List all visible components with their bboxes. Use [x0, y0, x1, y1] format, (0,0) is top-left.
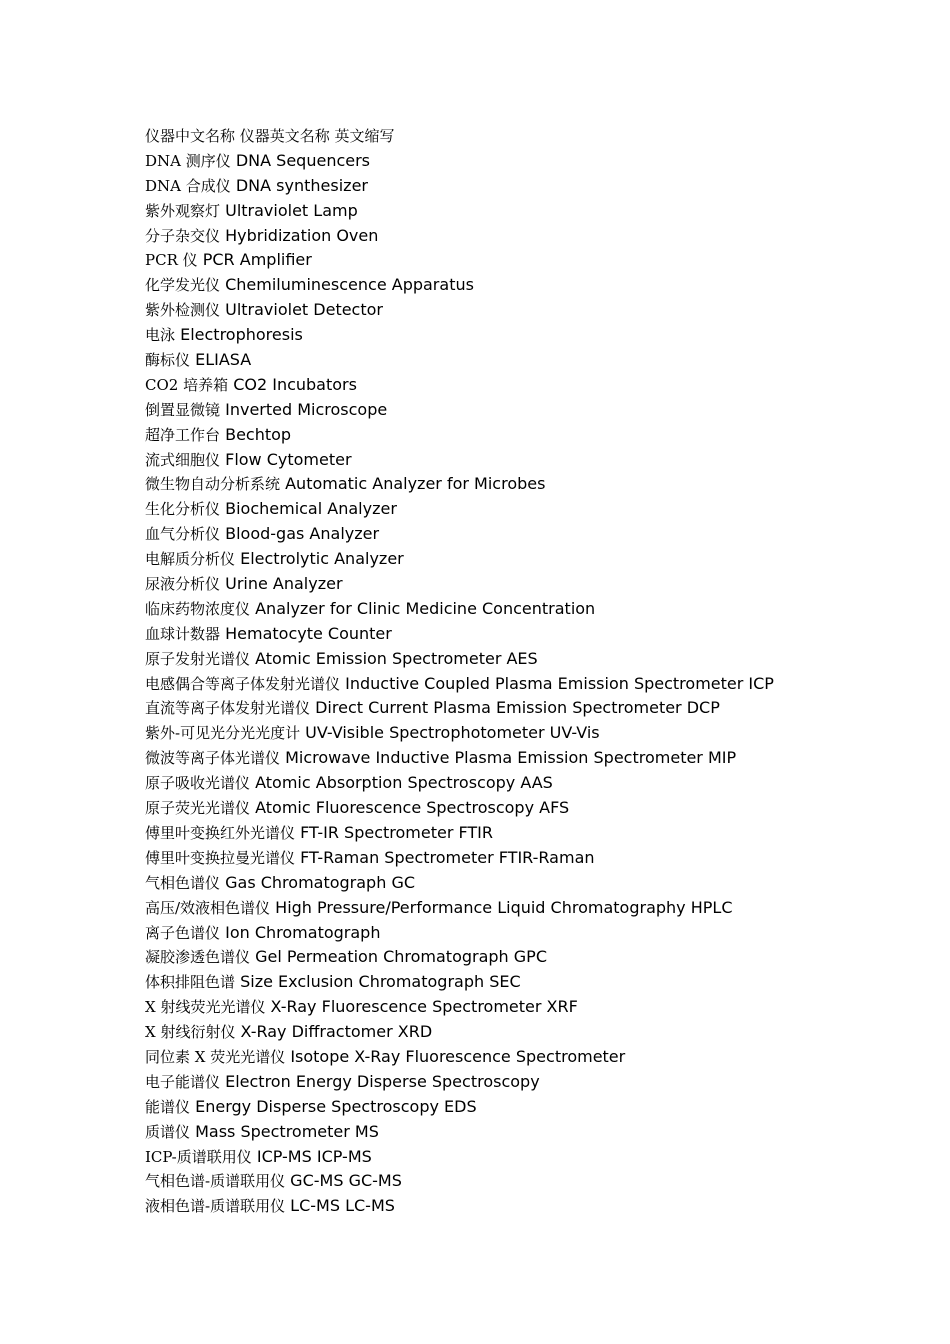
english-name: Electrophoresis	[180, 325, 303, 345]
document-line	[145, 373, 925, 398]
chinese-name: 超净工作台	[145, 425, 221, 444]
document-line	[145, 970, 925, 995]
chinese-name: 流式细胞仪	[145, 450, 221, 469]
document-line	[145, 149, 925, 174]
english-name: Direct Current Plasma Emission Spectrometer DCP	[315, 698, 720, 718]
document-line	[145, 1045, 925, 1070]
english-name: Atomic Emission Spectrometer AES	[255, 648, 538, 668]
english-name: Atomic Fluorescence Spectroscopy AFS	[255, 798, 570, 818]
english-name: High Pressure/Performance Liquid Chromatography HPLC	[275, 897, 733, 917]
english-name: Electron Energy Disperse Spectroscopy	[225, 1071, 540, 1091]
chinese-name: 生化分析仪	[145, 500, 221, 519]
document-line	[145, 248, 925, 273]
chinese-name: 紫外-可见光分光光度计	[145, 724, 301, 743]
document-line	[145, 721, 925, 746]
document-line	[145, 622, 925, 647]
chinese-name: 原子荧光光谱仪	[145, 799, 251, 818]
english-name: Atomic Absorption Spectroscopy AAS	[255, 773, 553, 793]
english-name: Gel Permeation Chromatograph GPC	[255, 947, 547, 967]
document-line	[145, 348, 925, 373]
document-line	[145, 871, 925, 896]
chinese-name: 气相色谱-质谱联用仪	[145, 1172, 286, 1191]
english-name: Bechtop	[225, 424, 292, 444]
document-line	[145, 1020, 925, 1045]
english-name: Hematocyte Counter	[225, 623, 392, 643]
document-page	[145, 124, 925, 1219]
english-name: Inductive Coupled Plasma Emission Spectrometer ICP	[345, 673, 774, 693]
chinese-name: DNA 测序仪	[145, 151, 231, 170]
document-line	[145, 522, 925, 547]
document-line	[145, 1070, 925, 1095]
english-name: Isotope X-Ray Fluorescence Spectrometer	[290, 1046, 626, 1066]
english-name: Biochemical Analyzer	[225, 499, 397, 519]
document-line	[145, 921, 925, 946]
document-line	[145, 1095, 925, 1120]
english-name: Size Exclusion Chromatograph SEC	[240, 972, 521, 992]
chinese-name: 紫外观察灯	[145, 201, 221, 220]
chinese-name: 血球计数器	[145, 624, 221, 643]
english-name: ELIASA	[195, 350, 252, 370]
english-name: Ultraviolet Detector	[225, 300, 383, 320]
chinese-name: 尿液分析仪	[145, 575, 221, 594]
document-line	[145, 1120, 925, 1145]
english-name: DNA synthesizer	[235, 175, 368, 195]
document-line	[145, 273, 925, 298]
document-line	[145, 224, 925, 249]
document-line	[145, 472, 925, 497]
english-name: Microwave Inductive Plasma Emission Spectrometer MIP	[285, 748, 737, 768]
chinese-name: 临床药物浓度仪	[145, 599, 251, 618]
english-name: Ion Chromatograph	[225, 922, 381, 942]
english-name: FT-Raman Spectrometer FTIR-Raman	[300, 847, 595, 867]
chinese-name: 凝胶渗透色谱仪	[145, 948, 251, 967]
english-name: X-Ray Diffractomer XRD	[240, 1022, 433, 1042]
document-line	[145, 647, 925, 672]
chinese-name: 电泳	[145, 326, 176, 345]
chinese-name: 能谱仪	[145, 1097, 191, 1116]
chinese-name: 电感偶合等离子体发射光谱仪	[145, 674, 341, 693]
chinese-name: 分子杂交仪	[145, 226, 221, 245]
english-name: ICP-MS ICP-MS	[256, 1146, 372, 1166]
chinese-name: 高压/效液相色谱仪	[145, 898, 271, 917]
chinese-name: 傅里叶变换拉曼光谱仪	[145, 848, 296, 867]
chinese-name: 离子色谱仪	[145, 923, 221, 942]
english-name: CO2 Incubators	[233, 374, 357, 394]
chinese-name: 同位素 X 荧光光谱仪	[145, 1047, 286, 1066]
english-name: Analyzer for Clinic Medicine Concentration	[255, 598, 596, 618]
english-name: Gas Chromatograph GC	[225, 872, 416, 892]
chinese-name: DNA 合成仪	[145, 176, 231, 195]
chinese-name: 酶标仪	[145, 351, 191, 370]
document-line	[145, 1169, 925, 1194]
english-name: GC-MS GC-MS	[290, 1171, 402, 1191]
chinese-name: 直流等离子体发射光谱仪	[145, 699, 311, 718]
chinese-name: PCR 仪	[145, 251, 198, 270]
document-line	[145, 896, 925, 921]
document-line	[145, 448, 925, 473]
document-line	[145, 672, 925, 697]
document-line	[145, 497, 925, 522]
english-name: UV-Visible Spectrophotometer UV-Vis	[305, 723, 600, 743]
chinese-name: 紫外检测仪	[145, 301, 221, 320]
chinese-name: 电子能谱仪	[145, 1072, 221, 1091]
english-name: Energy Disperse Spectroscopy EDS	[195, 1096, 477, 1116]
chinese-name: 电解质分析仪	[145, 550, 236, 569]
document-line	[145, 945, 925, 970]
document-line	[145, 746, 925, 771]
document-line	[145, 846, 925, 871]
document-line	[145, 572, 925, 597]
chinese-name: X 射线衍射仪	[145, 1023, 236, 1042]
english-name: LC-MS LC-MS	[290, 1196, 395, 1216]
chinese-name: 傅里叶变换红外光谱仪	[145, 823, 296, 842]
english-name: Hybridization Oven	[225, 225, 379, 245]
document-line	[145, 398, 925, 423]
document-line	[145, 771, 925, 796]
chinese-name: 血气分析仪	[145, 525, 221, 544]
english-name: PCR Amplifier	[202, 250, 312, 270]
chinese-name: 仪器中文名称 仪器英文名称 英文缩写	[145, 127, 395, 145]
document-line	[145, 696, 925, 721]
english-name: Automatic Analyzer for Microbes	[285, 474, 546, 494]
document-line	[145, 1194, 925, 1219]
english-name: Mass Spectrometer MS	[195, 1121, 379, 1141]
document-line	[145, 423, 925, 448]
chinese-name: 体积排阻色谱	[145, 973, 236, 992]
english-name: Electrolytic Analyzer	[240, 549, 404, 569]
document-line	[145, 821, 925, 846]
document-line	[145, 597, 925, 622]
chinese-name: 质谱仪	[145, 1122, 191, 1141]
chinese-name: 原子吸收光谱仪	[145, 774, 251, 793]
chinese-name: 倒置显微镜	[145, 400, 221, 419]
english-name: Urine Analyzer	[225, 574, 343, 594]
document-line	[145, 174, 925, 199]
english-name: DNA Sequencers	[235, 150, 371, 170]
english-name: Inverted Microscope	[225, 399, 388, 419]
english-name: Chemiluminescence Apparatus	[225, 275, 474, 295]
english-name: Flow Cytometer	[225, 449, 352, 469]
english-name: X-Ray Fluorescence Spectrometer XRF	[270, 997, 578, 1017]
english-name: FT-IR Spectrometer FTIR	[300, 822, 494, 842]
document-line	[145, 547, 925, 572]
chinese-name: 微波等离子体光谱仪	[145, 749, 281, 768]
chinese-name: 微生物自动分析系统	[145, 475, 281, 494]
document-line	[145, 995, 925, 1020]
chinese-name: 气相色谱仪	[145, 873, 221, 892]
english-name: Blood-gas Analyzer	[225, 524, 380, 544]
chinese-name: 液相色谱-质谱联用仪	[145, 1197, 286, 1216]
english-name: Ultraviolet Lamp	[225, 200, 358, 220]
chinese-name: 化学发光仪	[145, 276, 221, 295]
document-line	[145, 199, 925, 224]
document-line	[145, 1145, 925, 1170]
document-line	[145, 796, 925, 821]
chinese-name: CO2 培养箱	[145, 375, 229, 394]
chinese-name: 原子发射光谱仪	[145, 649, 251, 668]
document-line	[145, 298, 925, 323]
document-line	[145, 323, 925, 348]
document-line	[145, 124, 925, 149]
chinese-name: ICP-质谱联用仪	[145, 1147, 252, 1166]
chinese-name: X 射线荧光光谱仪	[145, 998, 266, 1017]
